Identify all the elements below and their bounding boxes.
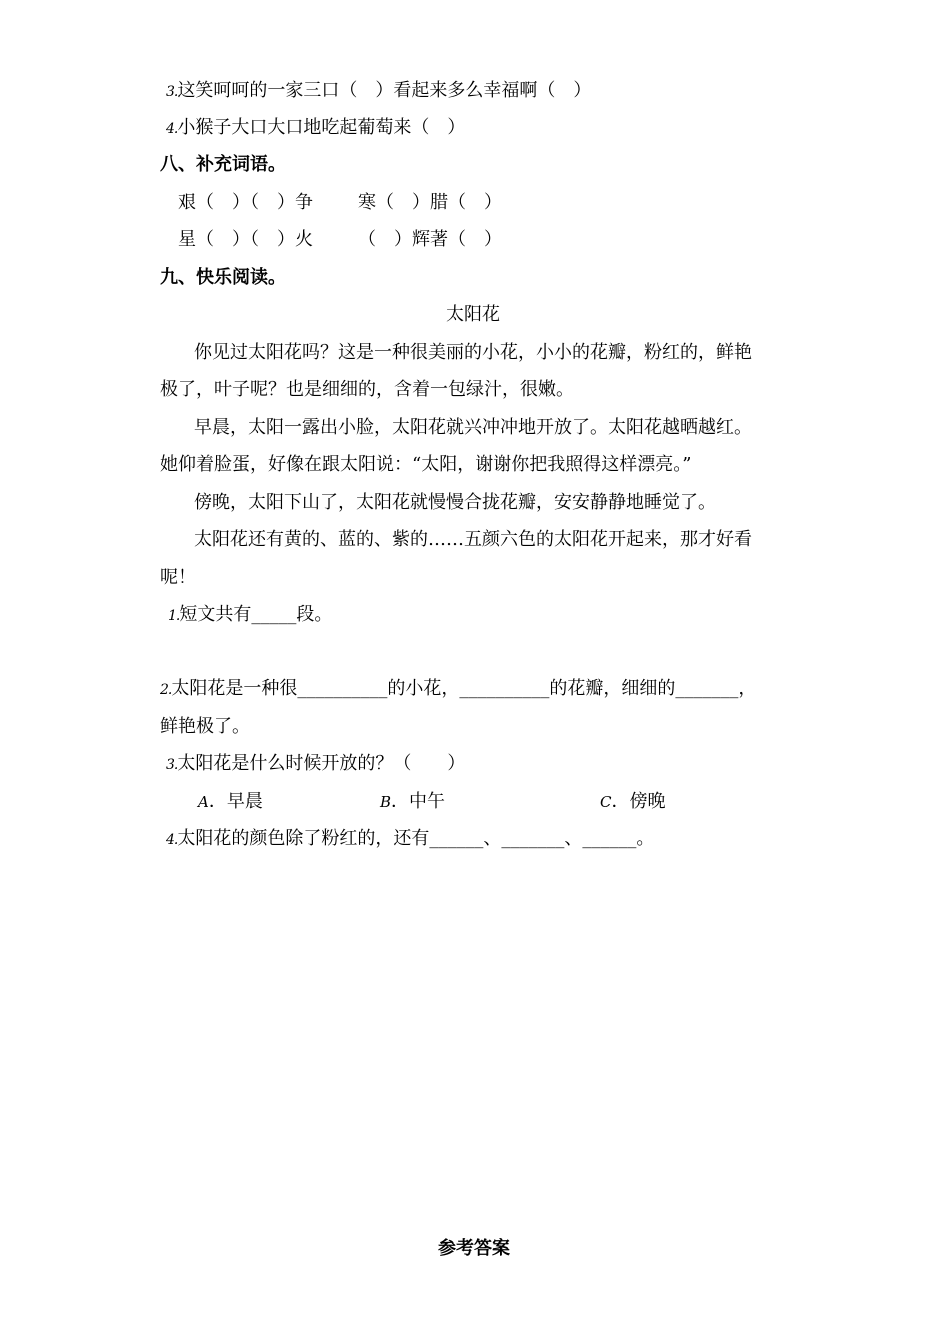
choice-text: ．中午 — [391, 791, 446, 812]
section-8-heading: 八、补充词语。 — [160, 154, 286, 175]
choice-letter: A — [198, 793, 209, 811]
question-number: 1. — [168, 608, 180, 624]
passage-p4-line1: 太阳花还有黄的、蓝的、紫的……五颜六色的太阳花开起来，那才好看 — [194, 529, 752, 550]
choice-c — [600, 790, 665, 814]
answers-heading: 参考答案 — [438, 1238, 510, 1259]
s7-question-3 — [166, 79, 591, 104]
choice-text: ．傍晚 — [611, 791, 666, 812]
passage-p1-line2: 极了，叶子呢？也是细细的，含着一包绿汁，很嫩。 — [160, 379, 574, 400]
s9-question-3 — [166, 752, 465, 777]
question-text: 太阳花是什么时候开放的？（ ） — [177, 753, 466, 774]
question-number: 2. — [160, 682, 172, 698]
question-text: 短文共有_____段。 — [179, 604, 333, 625]
passage-p4-line2: 呢！ — [160, 567, 196, 588]
section-9-heading: 九、快乐阅读。 — [160, 267, 286, 288]
word-row-1a: 艰（ ）（ ）争 — [178, 192, 313, 213]
word-row-1b: 寒（ ）腊（ ） — [358, 192, 502, 213]
question-number: 4. — [166, 121, 178, 137]
passage-p3-line1: 傍晚，太阳下山了，太阳花就慢慢合拢花瓣，安安静静地睡觉了。 — [194, 492, 716, 513]
passage-p2-line1: 早晨，太阳一露出小脸，太阳花就兴冲冲地开放了。太阳花越晒越红。 — [194, 417, 752, 438]
question-number: 4. — [166, 832, 178, 848]
word-row-2a: 星（ ）（ ）火 — [178, 229, 313, 250]
word-row-2b: （ ）辉著（ ） — [358, 229, 502, 250]
choice-letter: C — [600, 793, 612, 811]
choice-a — [198, 790, 263, 814]
passage-title: 太阳花 — [446, 304, 500, 325]
s9-question-2-cont: 鲜艳极了。 — [160, 716, 250, 737]
question-number: 3. — [166, 84, 178, 100]
s9-question-1 — [168, 603, 332, 628]
question-text: 太阳花的颜色除了粉红的，还有______、_______、______。 — [177, 828, 655, 849]
question-text: 这笑呵呵的一家三口（ ）看起来多么幸福啊（ ） — [177, 80, 592, 101]
choice-text: ．早晨 — [208, 791, 263, 812]
question-text: 太阳花是一种很__________的小花，__________的花瓣，细细的_______， — [171, 678, 757, 699]
passage-p2-line2: 她仰着脸蛋，好像在跟太阳说：“太阳，谢谢你把我照得这样漂亮。” — [160, 454, 692, 475]
choice-b — [380, 790, 445, 814]
question-text: 小猴子大口大口地吃起葡萄来（ ） — [177, 117, 466, 138]
s7-question-4 — [166, 116, 465, 141]
choice-letter: B — [380, 793, 392, 811]
s9-question-2 — [160, 677, 756, 702]
passage-p1-line1: 你见过太阳花吗？这是一种很美丽的小花，小小的花瓣，粉红的，鲜艳 — [194, 342, 752, 363]
s9-question-4 — [166, 827, 654, 852]
question-number: 3. — [166, 757, 178, 773]
